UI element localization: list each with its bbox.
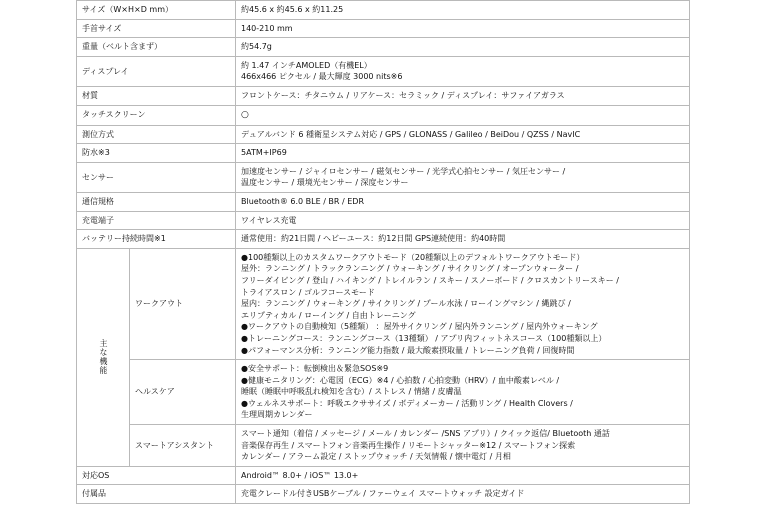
table-row-features-workout [77, 248, 690, 359]
row-label: 通信規格 [77, 192, 236, 211]
value-line: トライアスロン / ゴルフコースモード [241, 287, 375, 297]
value-line: デュアルバンド 6 種衛星システム対応 / GPS / GLONASS / Galileo / BeiDou / QZSS / NavIC [241, 129, 581, 139]
value-line: エリプティカル / ローイング / 自由トレーニング [241, 310, 416, 320]
spec-table-container [76, 0, 690, 504]
row-value [236, 19, 690, 38]
value-lines [241, 215, 684, 227]
value-lines [241, 252, 684, 356]
value-line: ●パフォーマンス分析：ランニング能力指数 / 最大酸素摂取量 / トレーニング負荷 / 回復時間 [241, 345, 575, 355]
value-line: ●安全サポート：転倒検出＆緊急SOS※9 [241, 364, 389, 374]
row-label: 手首サイズ [77, 19, 236, 38]
table-row [77, 485, 690, 504]
row-label: 測位方式 [77, 125, 236, 144]
value-lines [241, 233, 684, 245]
row-label: センサー [77, 162, 236, 192]
table-row [77, 105, 690, 125]
value-line: 充電クレードル付きUSBケーブル / ファーウェイ スマートウォッチ 設定ガイド [241, 489, 525, 499]
value-line: ●健康モニタリング：心電図（ECG）※4 / 心拍数 / 心拍変動（HRV）/ 血中酸素レベル / [241, 375, 560, 385]
value-line: フロントケース：チタニウム / リアケース：セラミック / ディスプレイ：サファイアガラス [241, 90, 565, 100]
value-lines [241, 470, 684, 482]
value-lines [241, 488, 684, 500]
value-lines [241, 109, 684, 122]
value-line: ○ [241, 109, 249, 120]
value-line: ワイヤレス充電 [241, 215, 297, 225]
row-value [236, 211, 690, 230]
value-lines [241, 4, 684, 16]
table-row [77, 211, 690, 230]
row-value [236, 125, 690, 144]
features-group-label [77, 248, 130, 466]
value-lines [241, 166, 684, 189]
value-line: ●トレーニングコース：ランニングコース（13種類） / アプリ内フィットネスコース（100種類以上） [241, 333, 607, 343]
row-label: サイズ（W×H×D mm） [77, 1, 236, 20]
row-value [236, 360, 690, 425]
value-line: Bluetooth® 6.0 BLE / BR / EDR [241, 196, 365, 206]
value-line: フリーダイビング / 登山 / ハイキング / トレイルラン / スキー / スノーボード / クロスカントリースキー / [241, 275, 620, 285]
value-line: 屋内：ランニング / ウォーキング / サイクリング / プール水泳 / ローイングマシン / 縄跳び / [241, 299, 571, 309]
table-row [77, 56, 690, 86]
feature-sublabel: ワークアウト [130, 248, 236, 359]
row-label: 付属品 [77, 485, 236, 504]
value-lines [241, 363, 684, 421]
value-line: ●ワークアウトの自動検知（5種類） ：屋外サイクリング / 屋内外ランニング / 屋内外ウォーキング [241, 322, 598, 332]
value-line: 5ATM+IP69 [241, 148, 287, 158]
specification-table [76, 0, 690, 504]
value-line: ●ウェルネスサポート：呼吸エクササイズ / ボディメーカー / 活動リング / Health Clovers / [241, 398, 573, 408]
value-line: 生理周期カレンダー [241, 410, 313, 420]
row-label: 充電端子 [77, 211, 236, 230]
table-row [77, 19, 690, 38]
table-row-features-assistant [77, 425, 690, 467]
value-lines [241, 147, 684, 159]
table-row [77, 230, 690, 249]
value-lines [241, 60, 684, 83]
row-value [236, 230, 690, 249]
row-value [236, 1, 690, 20]
value-line: 約54.7g [241, 42, 272, 52]
table-row [77, 38, 690, 57]
value-lines [241, 129, 684, 141]
feature-sublabel: ヘルスケア [130, 360, 236, 425]
row-value [236, 144, 690, 163]
table-row [77, 1, 690, 20]
value-lines [241, 90, 684, 102]
value-line: 約45.6 x 約45.6 x 約11.25 [241, 5, 344, 14]
row-value [236, 425, 690, 467]
features-group-label-text: 主な機能 [99, 339, 108, 376]
row-value [236, 485, 690, 504]
table-row [77, 162, 690, 192]
row-value [236, 86, 690, 105]
row-label: 重量（ベルト含まず） [77, 38, 236, 57]
value-line: 140-210 mm [241, 23, 293, 33]
row-label: タッチスクリーン [77, 105, 236, 125]
value-line: 睡眠（睡眠中呼吸乱れ検知を含む）/ ストレス / 情緒 / 皮膚温 [241, 387, 462, 397]
row-label: 材質 [77, 86, 236, 105]
table-row [77, 125, 690, 144]
row-value [236, 56, 690, 86]
value-line: 加速度センサー / ジャイロセンサー / 磁気センサー / 光学式心拍センサー / 気圧センサー / [241, 166, 566, 176]
value-line: 屋外：ランニング / トラックランニング / ウォーキング / サイクリング / オープンウォーター / [241, 264, 579, 274]
value-line: 466x466 ピクセル / 最大輝度 3000 nits※6 [241, 72, 403, 82]
value-lines [241, 428, 684, 463]
value-line: スマート通知（着信 / メッセージ / メール / カレンダー /SNS アプリ）/ クイック返信/ Bluetooth 通話 [241, 429, 610, 439]
value-lines [241, 41, 684, 53]
table-row-features-health [77, 360, 690, 425]
value-line: 温度センサー / 環境光センサー / 深度センサー [241, 178, 409, 188]
value-line: 通常使用：約21日間 / ヘビーユース：約12日間 GPS連続使用：約40時間 [241, 234, 506, 244]
row-value [236, 162, 690, 192]
value-lines [241, 196, 684, 208]
row-value [236, 248, 690, 359]
value-line: 音楽保存再生 / スマートフォン音楽再生操作 / リモートシャッター※12 / スマートフォン探索 [241, 440, 576, 450]
row-value [236, 105, 690, 125]
row-value [236, 192, 690, 211]
value-line: 約 1.47 インチAMOLED（有機EL） [241, 60, 372, 70]
table-row [77, 466, 690, 485]
table-row [77, 192, 690, 211]
spec-table-body [77, 1, 690, 504]
value-line: ●100種類以上のカスタムワークアウトモード（20種類以上のデフォルトワークアウトモード） [241, 252, 585, 262]
value-line: Android™ 8.0+ / iOS™ 13.0+ [241, 470, 359, 480]
row-label: 防水※3 [77, 144, 236, 163]
table-row [77, 144, 690, 163]
value-line: カレンダー / アラーム設定 / ストップウォッチ / 天気情報 / 懐中電灯 / 月相 [241, 452, 511, 462]
feature-sublabel: スマートアシスタント [130, 425, 236, 467]
value-lines [241, 23, 684, 35]
row-value [236, 38, 690, 57]
row-label: バッテリー持続時間※1 [77, 230, 236, 249]
row-label: 対応OS [77, 466, 236, 485]
row-value [236, 466, 690, 485]
row-label: ディスプレイ [77, 56, 236, 86]
table-row [77, 86, 690, 105]
